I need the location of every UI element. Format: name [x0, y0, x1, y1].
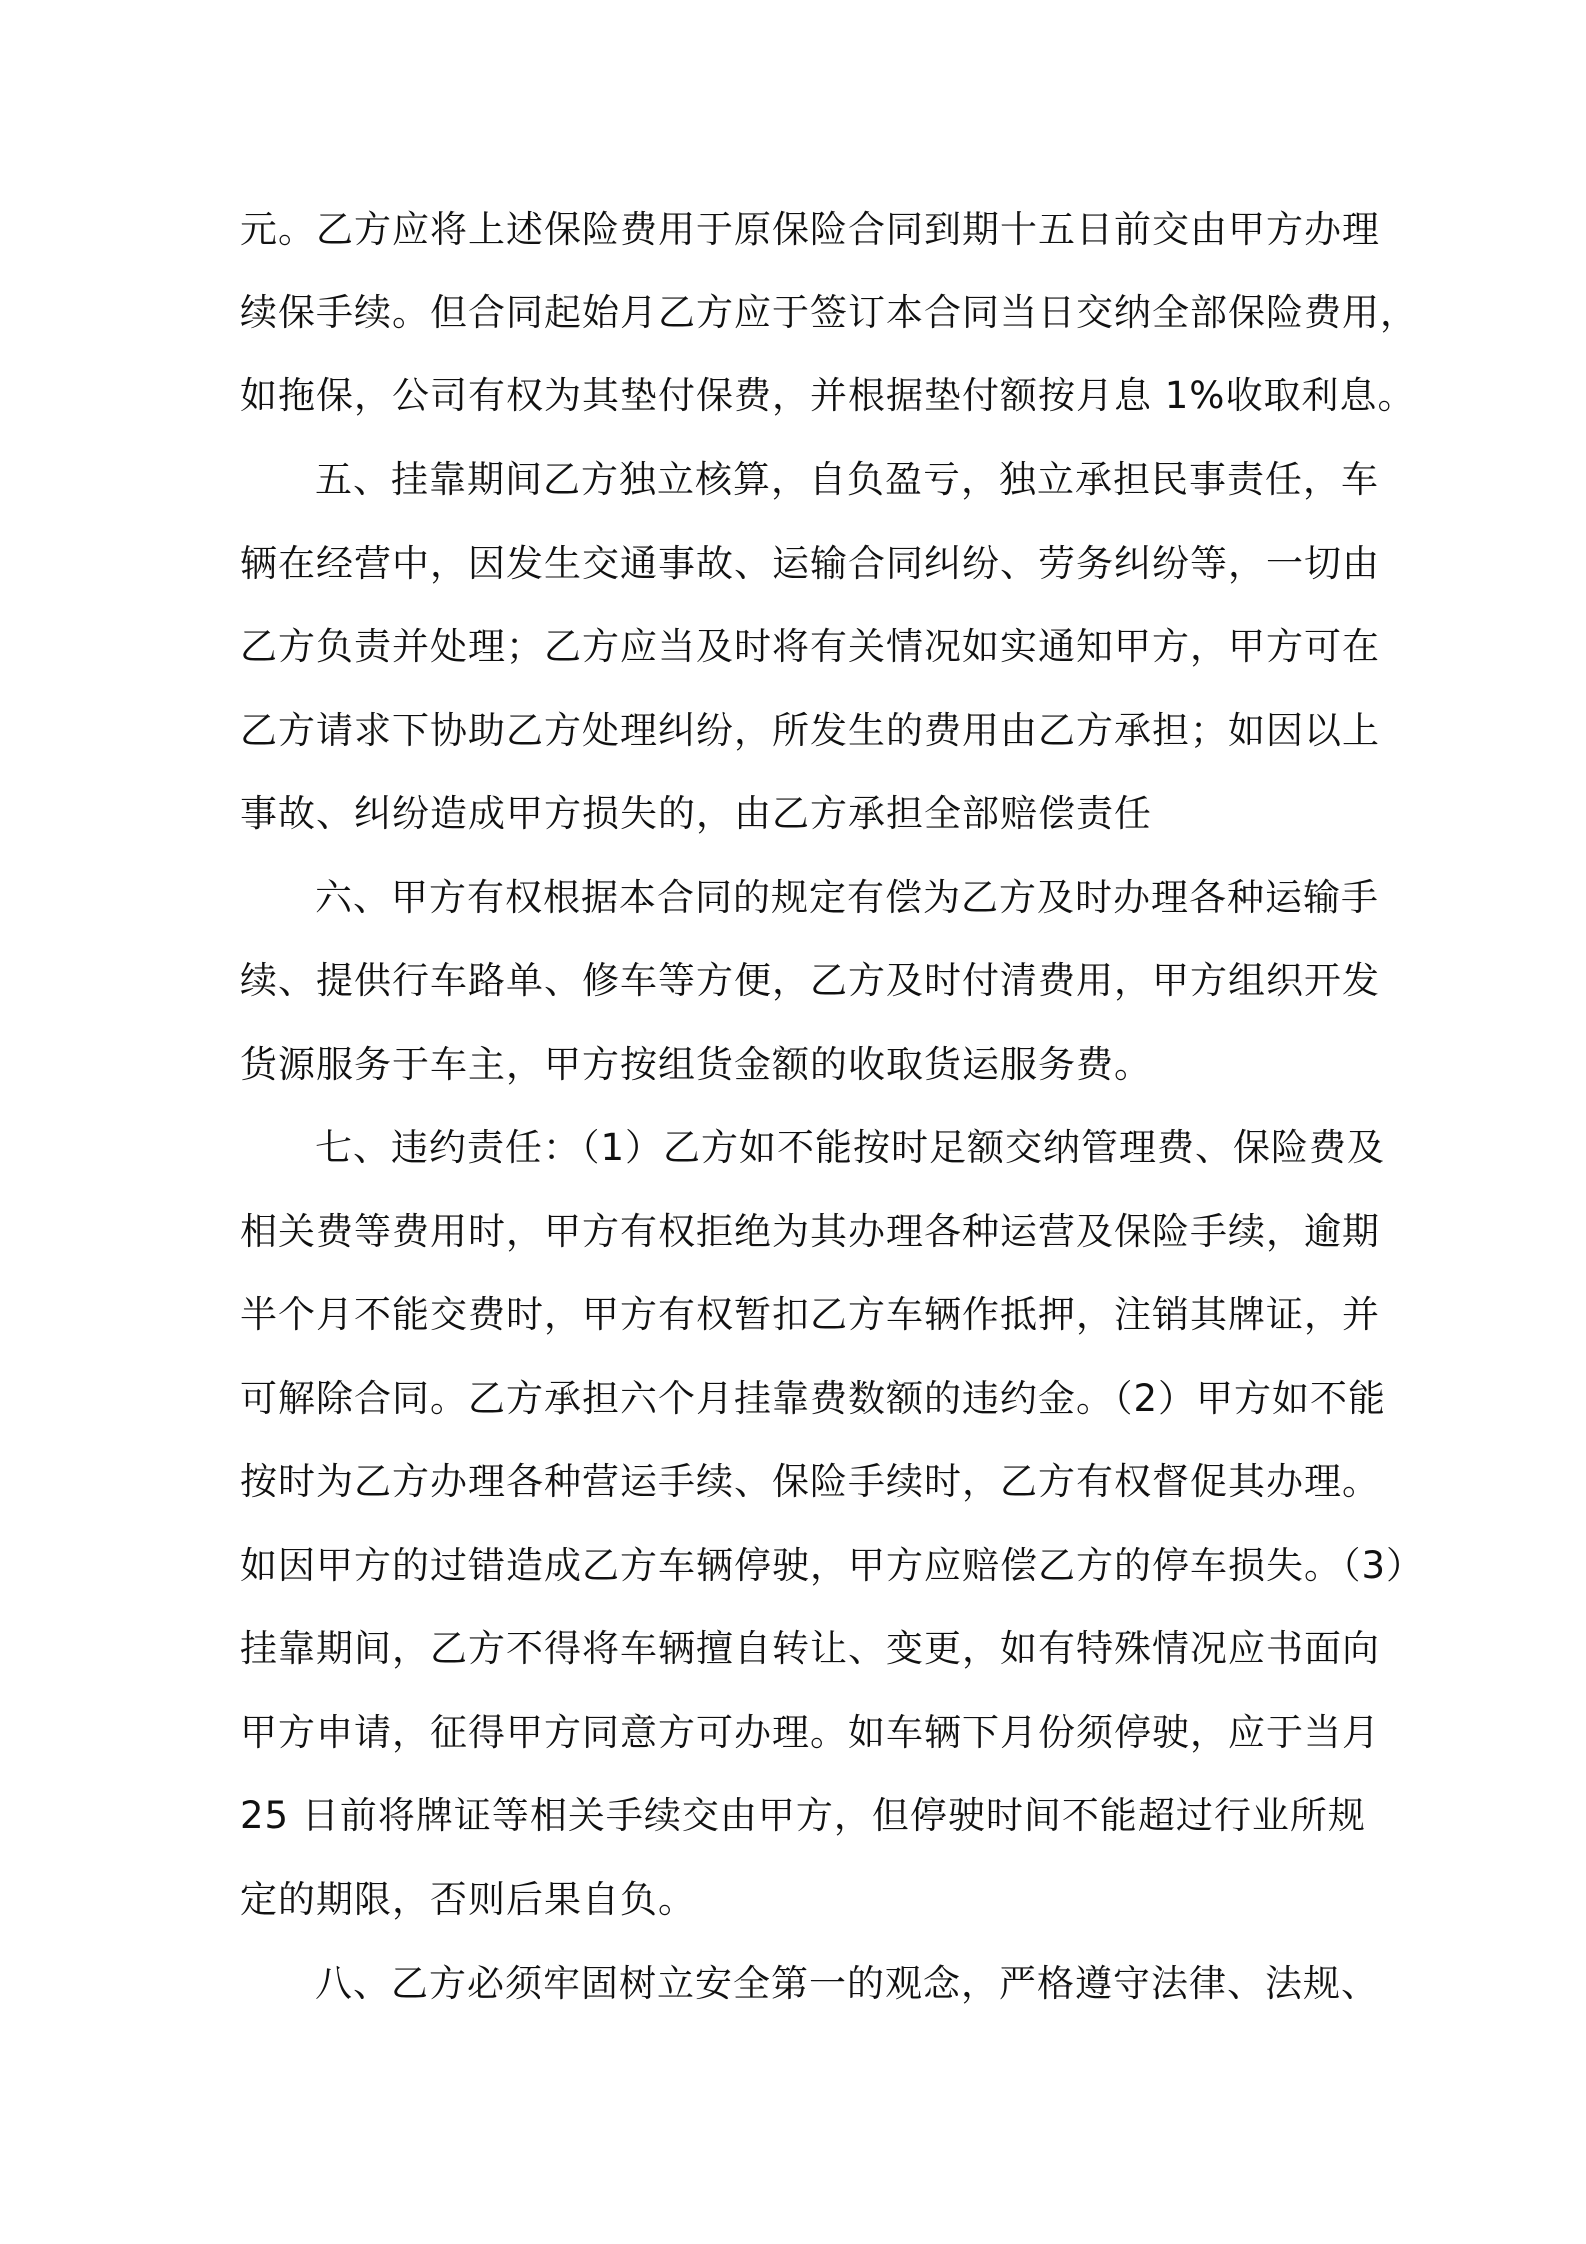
text-line: 元。乙方应将上述保险费用于原保险合同到期十五日前交由甲方办理 [240, 208, 1380, 251]
text-line: 按时为乙方办理各种营运手续、保险手续时，乙方有权督促其办理。 [240, 1460, 1380, 1503]
text-line: 定的期限，否则后果自负。 [240, 1878, 696, 1921]
text-line: 半个月不能交费时，甲方有权暂扣乙方车辆作抵押，注销其牌证，并 [240, 1293, 1380, 1336]
text-line: 续、提供行车路单、修车等方便，乙方及时付清费用，甲方组织开发 [240, 959, 1380, 1002]
text-line: 乙方请求下协助乙方处理纠纷，所发生的费用由乙方承担；如因以上 [240, 709, 1380, 752]
text-line: 如因甲方的过错造成乙方车辆停驶，甲方应赔偿乙方的停车损失。（3） [240, 1544, 1425, 1587]
text-line: 七、违约责任：（1）乙方如不能按时足额交纳管理费、保险费及 [315, 1126, 1386, 1169]
text-line: 五、挂靠期间乙方独立核算，自负盈亏，独立承担民事责任，车 [315, 458, 1379, 501]
text-line: 六、甲方有权根据本合同的规定有偿为乙方及时办理各种运输手 [315, 876, 1379, 919]
text-line: 相关费等费用时，甲方有权拒绝为其办理各种运营及保险手续，逾期 [240, 1210, 1380, 1253]
text-line: 可解除合同。乙方承担六个月挂靠费数额的违约金。（2）甲方如不能 [240, 1377, 1387, 1420]
text-line: 如拖保，公司有权为其垫付保费，并根据垫付额按月息 1%收取利息。 [240, 374, 1416, 417]
text-line: 25 日前将牌证等相关手续交由甲方，但停驶时间不能超过行业所规 [240, 1794, 1366, 1837]
text-line: 事故、纠纷造成甲方损失的，由乙方承担全部赔偿责任 [240, 792, 1152, 835]
text-line: 货源服务于车主，甲方按组货金额的收取货运服务费。 [240, 1043, 1152, 1086]
text-line: 八、乙方必须牢固树立安全第一的观念，严格遵守法律、法规、 [315, 1962, 1379, 2005]
text-line: 辆在经营中，因发生交通事故、运输合同纠纷、劳务纠纷等，一切由 [240, 542, 1380, 585]
text-line: 甲方申请，征得甲方同意方可办理。如车辆下月份须停驶，应于当月 [240, 1711, 1380, 1754]
text-line: 挂靠期间，乙方不得将车辆擅自转让、变更，如有特殊情况应书面向 [240, 1627, 1380, 1670]
text-line: 乙方负责并处理；乙方应当及时将有关情况如实通知甲方，甲方可在 [240, 625, 1380, 668]
text-line: 续保手续。但合同起始月乙方应于签订本合同当日交纳全部保险费用， [240, 291, 1418, 334]
